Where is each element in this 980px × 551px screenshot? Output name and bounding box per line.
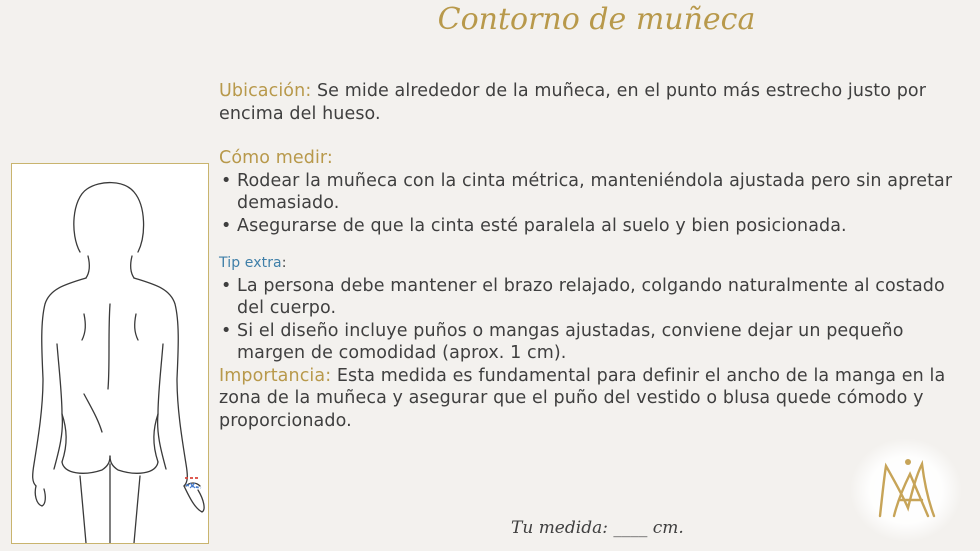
list-item: • La persona debe mantener el brazo relajado, colgando naturalmente al costado del cuerpo. bbox=[219, 275, 959, 320]
measure-line: Tu medida: ____ cm. bbox=[511, 518, 684, 538]
page-title: Contorno de muñeca bbox=[437, 2, 756, 37]
list-item: • Rodear la muñeca con la cinta métrica, manteniéndola ajustada pero sin apretar demasiado. bbox=[219, 170, 959, 215]
ubicacion-colon: : bbox=[305, 81, 312, 101]
tip-extra-list bbox=[219, 275, 959, 365]
ubicacion-label: Ubicación bbox=[219, 81, 306, 101]
tip-extra-section bbox=[219, 251, 959, 365]
content-block bbox=[219, 80, 959, 432]
tip-extra-colon: : bbox=[281, 255, 287, 271]
importancia-text: Esta medida es fundamental para definir el ancho de la manga en la zona de la muñeca y asegurar que el puño del vestido o blusa quede cómodo y proporcionado. bbox=[219, 365, 946, 431]
body-figure-frame bbox=[11, 163, 209, 544]
como-medir-section bbox=[219, 147, 959, 237]
como-medir-list bbox=[219, 170, 959, 238]
importancia-paragraph bbox=[219, 365, 959, 433]
tip-extra-label: Tip extra bbox=[219, 255, 282, 271]
list-item: • Si el diseño incluye puños o mangas ajustadas, conviene dejar un pequeño margen de comodidad (aprox. 1 cm). bbox=[219, 320, 959, 365]
body-back-illustration bbox=[12, 164, 208, 543]
list-item: • Asegurarse de que la cinta esté paralela al suelo y bien posicionada. bbox=[219, 215, 959, 238]
ubicacion-text: Se mide alrededor de la muñeca, en el punto más estrecho justo por encima del hueso. bbox=[219, 81, 927, 124]
ubicacion-paragraph bbox=[219, 80, 959, 125]
importancia-label: Importancia bbox=[219, 365, 326, 386]
como-medir-colon: : bbox=[326, 148, 333, 168]
como-medir-label: Cómo medir bbox=[219, 148, 327, 168]
monogram-logo bbox=[850, 438, 962, 542]
importancia-colon: : bbox=[325, 365, 332, 386]
